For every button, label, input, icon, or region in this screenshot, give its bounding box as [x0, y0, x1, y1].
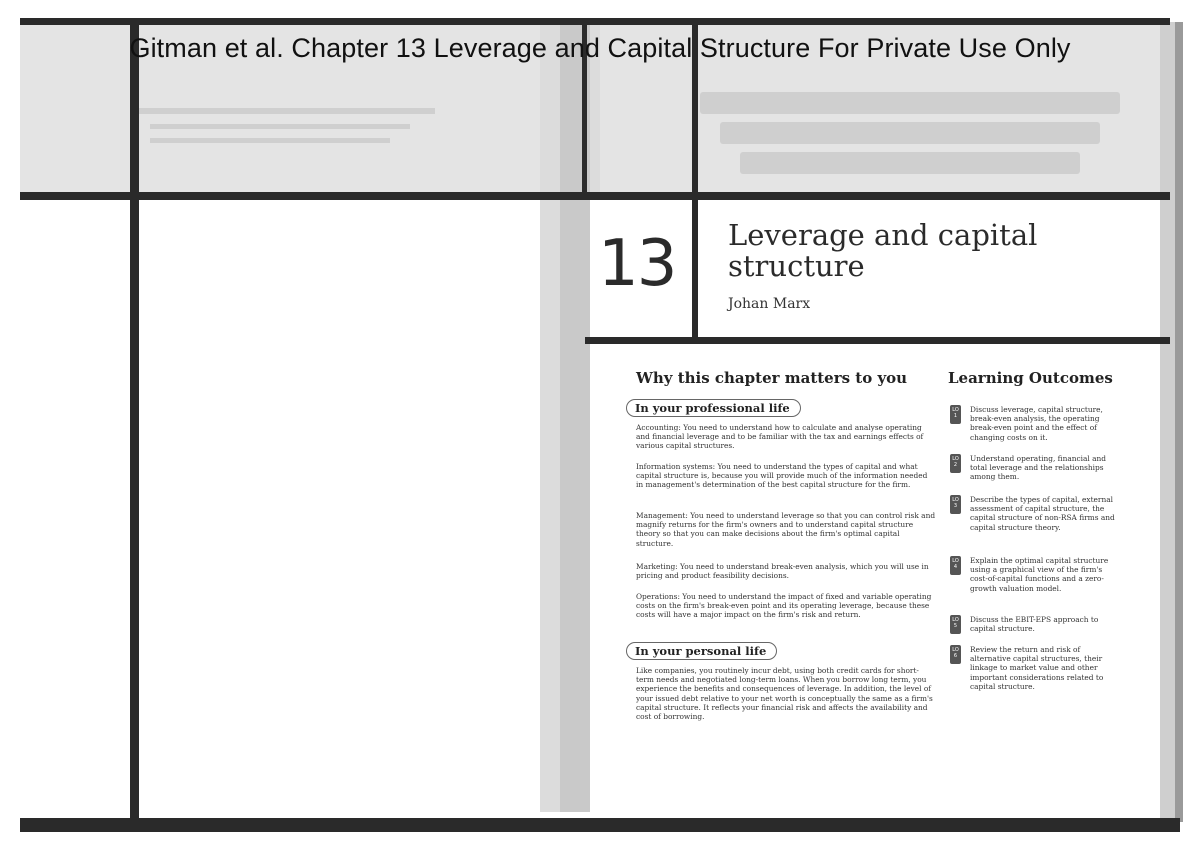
- paragraph-accounting: Accounting: You need to understand how to calculate and analyse operating and financial leverage and to be familiar with the tax and earnings effects of various capital structures.: [636, 423, 924, 451]
- lo-text: Understand operating, financial and total leverage and the relationships among them.: [970, 454, 1107, 482]
- chapter-divider-band: [585, 337, 1170, 344]
- lo-text: Discuss leverage, capital structure, break-even analysis, the operating break-even point and the effect of changing costs on it.: [970, 405, 1103, 442]
- bottom-band: [20, 818, 1180, 832]
- paragraph-management: Management: You need to understand leverage so that you can control risk and magnify returns for the firm's owners and to understand capital structure theory so that you can make decisions about the firm's optimal capital structure.: [636, 511, 936, 548]
- chapter-title: Leverage and capital structure: [728, 218, 1038, 283]
- lo-text: Describe the types of capital, external assessment of capital structure, the capital structure of non-RSA firms and capital structure theory.: [970, 495, 1115, 532]
- lo-badge: LO 3: [950, 495, 961, 514]
- lo-text: Discuss the EBIT-EPS approach to capital structure.: [970, 615, 1099, 634]
- lo-badge: LO 1: [950, 405, 961, 424]
- learning-outcomes-heading: Learning Outcomes: [948, 369, 1113, 387]
- why-heading: Why this chapter matters to you: [636, 369, 908, 387]
- paragraph-personal: Like companies, you routinely incur debt, using both credit cards for short-term needs and negotiated long-term loans. When you borrow long term, you experience the benefits and consequences of leverage. In addition, the level of your issued debt relative to your net worth is conceptually the same as a firm's capital structure. It reflects your financial risk and affects the availability and cost of borrowing.: [636, 666, 933, 722]
- lo-badge: LO 2: [950, 454, 961, 473]
- lo-badge: LO 5: [950, 615, 961, 634]
- lo-badge: LO 6: [950, 645, 961, 664]
- right-page-vertical-rule: [692, 20, 698, 340]
- paragraph-operations: Operations: You need to understand the impact of fixed and variable operating costs on the firm's break-even point and its operating leverage, because these costs will have a major impact on the firm's risk and return.: [636, 592, 932, 620]
- top-band: [20, 18, 1170, 25]
- chapter-author: Johan Marx: [728, 296, 811, 312]
- lo-text: Review the return and risk of alternative capital structures, their linkage to market value and other important considerations related to capital structure.: [970, 645, 1104, 691]
- lo-text: Explain the optimal capital structure using a graphical view of the firm's cost-of-capital functions and a zero-growth valuation model.: [970, 556, 1109, 593]
- chapter-number: 13: [598, 227, 676, 301]
- header-divider-band: [20, 192, 1170, 200]
- lo-badge: LO 4: [950, 556, 961, 575]
- watermark-heading: Gitman et al. Chapter 13 Leverage and Capital Structure For Private Use Only: [129, 33, 1071, 63]
- paragraph-information-systems: Information systems: You need to understand the types of capital and what capital structure is, because you will provide much of the information needed in management's determination of the best capital structure for the firm.: [636, 462, 928, 490]
- professional-life-heading: In your professional life: [626, 399, 801, 417]
- paragraph-marketing: Marketing: You need to understand break-even analysis, which you will use in pricing and product feasibility decisions.: [636, 562, 929, 581]
- left-page-vertical-rule: [130, 20, 139, 820]
- personal-life-heading: In your personal life: [626, 642, 777, 660]
